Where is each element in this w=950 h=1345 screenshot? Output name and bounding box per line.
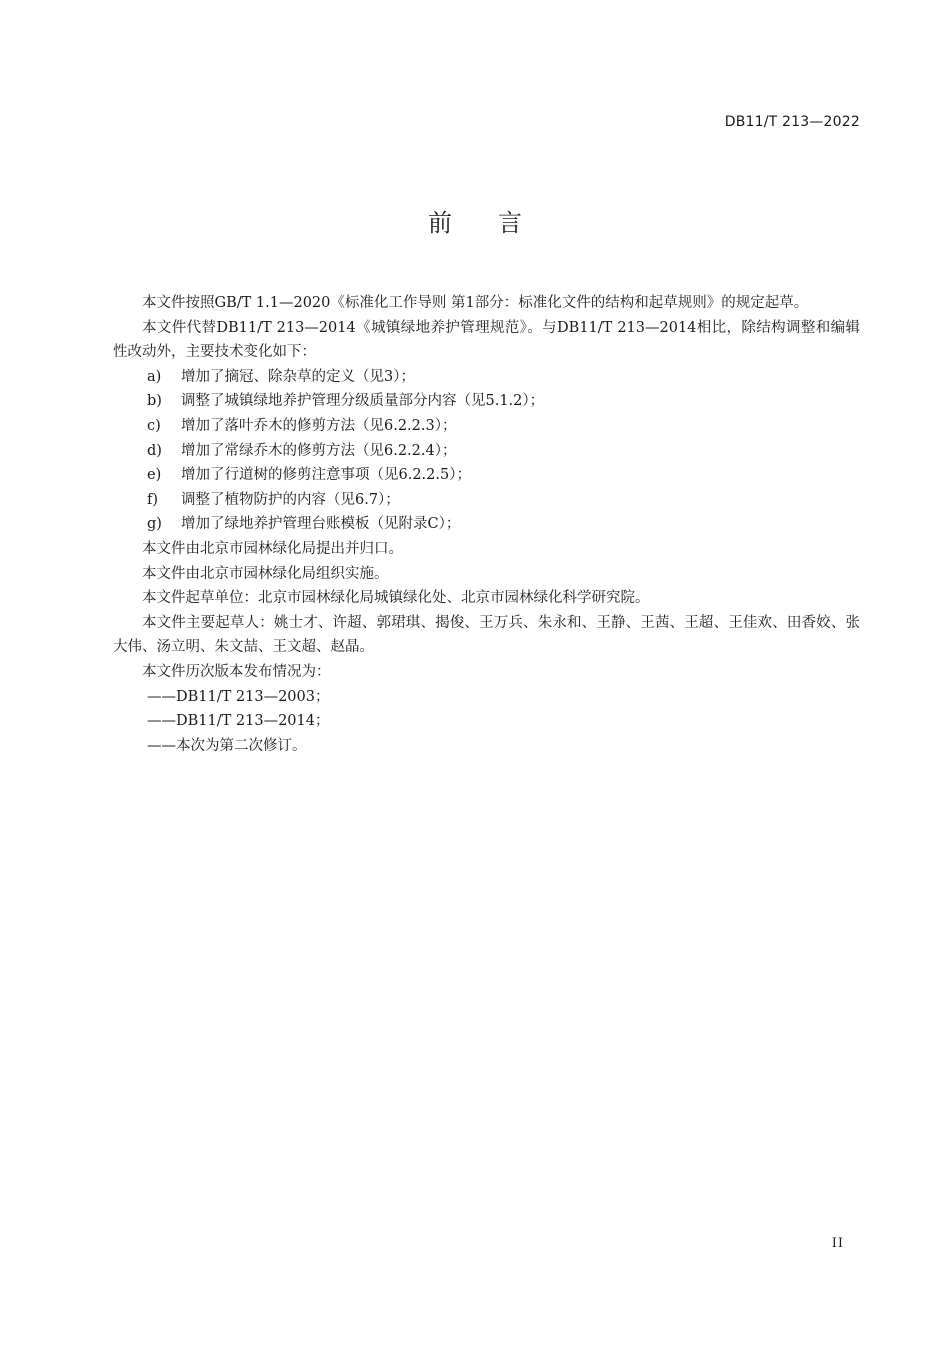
list-marker: g) bbox=[147, 516, 162, 533]
page-number: II bbox=[831, 1236, 844, 1251]
list-item-text: 增加了常绿乔木的修剪方法（见6.2.2.4）； bbox=[181, 442, 457, 459]
paragraph-implementer: 本文件由北京市园林绿化局组织实施。 bbox=[142, 565, 389, 582]
list-item-text: 增加了行道树的修剪注意事项（见6.2.2.5）； bbox=[181, 467, 471, 484]
paragraph-proposer: 本文件由北京市园林绿化局提出并归口。 bbox=[142, 540, 403, 557]
list-marker: e) bbox=[147, 467, 162, 484]
history-item: ——DB11/T 213—2014； bbox=[147, 713, 330, 730]
paragraph-history-intro: 本文件历次版本发布情况为： bbox=[142, 663, 331, 680]
history-item: ——本次为第二次修订。 bbox=[147, 737, 307, 754]
version-history-list bbox=[113, 685, 860, 759]
list-item-text: 增加了摘冠、除杂草的定义（见3）； bbox=[181, 368, 415, 385]
foreword-body bbox=[113, 291, 860, 758]
list-item bbox=[113, 389, 860, 414]
list-item bbox=[113, 463, 860, 488]
list-marker: c) bbox=[147, 417, 161, 434]
list-item-text: 调整了植物防护的内容（见6.7）； bbox=[181, 491, 400, 508]
list-item-text: 增加了绿地养护管理台账模板（见附录C）； bbox=[181, 516, 461, 533]
list-item bbox=[113, 439, 860, 464]
list-marker: b) bbox=[147, 393, 162, 410]
document-code: DB11/T 213—2022 bbox=[724, 114, 860, 130]
paragraph-drafters: 本文件主要起草人：姚士才、许超、郭珺琪、揭俊、王万兵、朱永和、王静、王茜、王超、王佳欢、田香姣、张大伟、汤立明、朱文喆、王文超、赵晶。 bbox=[113, 614, 860, 656]
paragraph-standard-basis: 本文件按照GB/T 1.1—2020《标准化工作导则 第1部分：标准化文件的结构和起草规则》的规定起草。 bbox=[142, 295, 809, 311]
list-item bbox=[113, 512, 860, 537]
history-item: ——DB11/T 213—2003； bbox=[147, 688, 330, 705]
list-item-text: 调整了城镇绿地养护管理分级质量部分内容（见5.1.2）； bbox=[181, 393, 545, 410]
list-marker: f) bbox=[147, 491, 159, 508]
list-item bbox=[113, 365, 860, 390]
list-marker: a) bbox=[147, 368, 162, 385]
list-item-text: 增加了落叶乔木的修剪方法（见6.2.2.3）； bbox=[181, 417, 457, 434]
list-item bbox=[113, 414, 860, 439]
paragraph-drafting-units: 本文件起草单位：北京市园林绿化局城镇绿化处、北京市园林绿化科学研究院。 bbox=[142, 590, 650, 607]
changes-list bbox=[113, 365, 860, 537]
list-marker: d) bbox=[147, 442, 162, 459]
page-title: 前言 bbox=[428, 209, 568, 237]
list-item bbox=[113, 488, 860, 513]
paragraph-replacement-note: 本文件代替DB11/T 213—2014《城镇绿地养护管理规范》。与DB11/T 213—2014相比，除结构调整和编辑性改动外，主要技术变化如下： bbox=[113, 319, 860, 361]
